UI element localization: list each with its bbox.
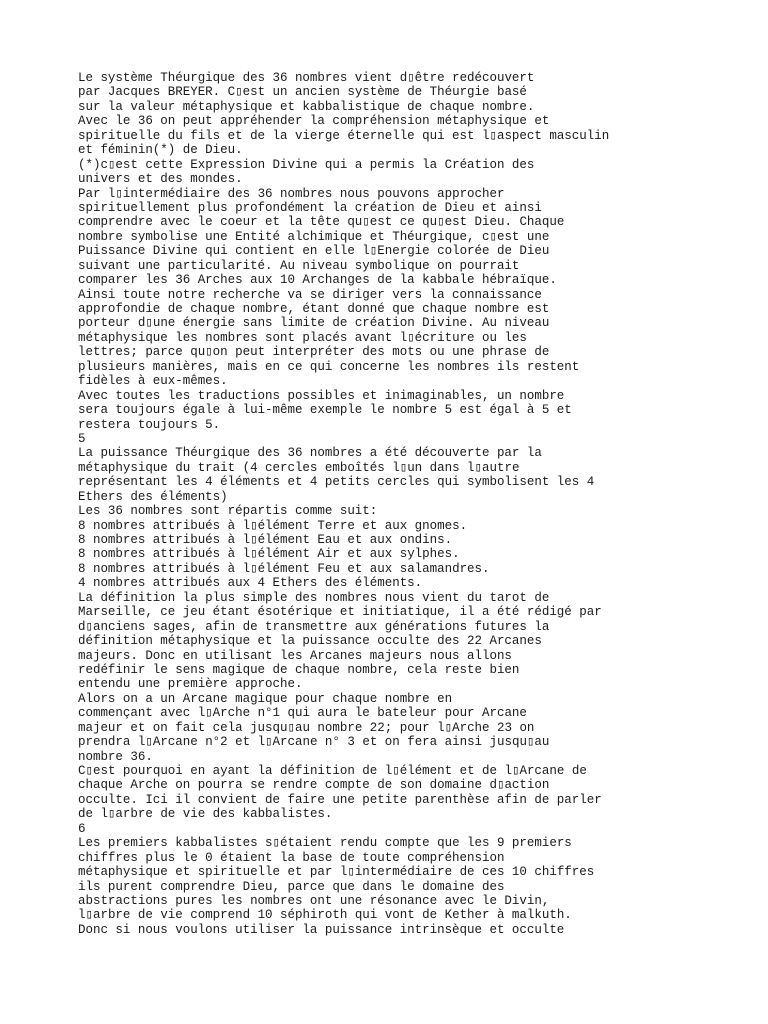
text-line: l▯arbre de vie comprend 10 séphiroth qui vont de Kether à malkuth.	[78, 908, 572, 923]
text-line: C▯est pourquoi en ayant la définition de l▯élément et de l▯Arcane de	[78, 764, 587, 778]
text-line: approfondie de chaque nombre, étant donné que chaque nombre est	[78, 302, 550, 316]
text-line: occulte. Ici il convient de faire une petite parenthèse afin de parler	[78, 792, 602, 807]
text-line: lettres; parce qu▯on peut interpréter des mots ou une phrase de	[78, 345, 550, 360]
text-line: plusieurs manières, mais en ce qui concerne les nombres ils restent	[78, 359, 580, 374]
text-line: La puissance Théurgique des 36 nombres a été découverte par la	[78, 446, 542, 461]
text-line: porteur d▯une énergie sans limite de création Divine. Au niveau	[78, 316, 550, 331]
text-line: Alors on a un Arcane magique pour chaque nombre en	[78, 691, 453, 706]
text-line: 5	[78, 431, 86, 446]
text-line: et féminin(*) de Dieu.	[78, 143, 243, 158]
text-line: commençant avec l▯Arche n°1 qui aura le bateleur pour Arcane	[78, 706, 527, 721]
text-line: majeur et on fait cela jusqu▯au nombre 22; pour l▯Arche 23 on	[78, 720, 535, 735]
text-line: métaphysique et spirituelle et par l▯intermédiaire de ces 10 chiffres	[78, 865, 595, 880]
text-line: par Jacques BREYER. C▯est un ancien système de Théurgie basé	[78, 85, 527, 100]
text-line: La définition la plus simple des nombres nous vient du tarot de	[78, 590, 550, 605]
text-line: majeurs. Donc en utilisant les Arcanes majeurs nous allons	[78, 648, 512, 663]
text-line: métaphysique du trait (4 cercles emboîtés l▯un dans l▯autre	[78, 460, 520, 475]
text-line: comprendre avec le coeur et la tête qu▯est ce qu▯est Dieu. Chaque	[78, 215, 565, 230]
text-line: 6	[78, 821, 86, 836]
text-line: 4 nombres attribués aux 4 Ethers des éléments.	[78, 576, 423, 591]
text-line: spirituellement plus profondément la création de Dieu et ainsi	[78, 200, 542, 215]
text-line: spirituelle du fils et de la vierge éternelle qui est l▯aspect masculin	[78, 128, 610, 143]
text-line: (*)c▯est cette Expression Divine qui a permis la Création des	[78, 157, 535, 172]
text-line: chaque Arche on pourra se rendre compte de son domaine d▯action	[78, 778, 550, 793]
text-line: Ainsi toute notre recherche va se diriger vers la connaissance	[78, 287, 542, 302]
text-line: restera toujours 5.	[78, 417, 221, 432]
text-line: prendra l▯Arcane n°2 et l▯Arcane n° 3 et on fera ainsi jusqu▯au	[78, 735, 550, 750]
text-line: 8 nombres attribués à l▯élément Terre et aux gnomes.	[78, 518, 468, 533]
text-line: comparer les 36 Arches aux 10 Archanges de la kabbale hébraïque.	[78, 273, 557, 288]
text-line: Par l▯intermédiaire des 36 nombres nous pouvons approcher	[78, 186, 505, 201]
text-line: Ethers des éléments)	[78, 489, 228, 504]
text-line: entendu une première approche.	[78, 677, 303, 692]
text-line: nombre symbolise une Entité alchimique et Théurgique, c▯est une	[78, 229, 550, 244]
text-line: Les premiers kabbalistes s▯étaient rendu compte que les 9 premiers	[78, 836, 572, 851]
text-line: Les 36 nombres sont répartis comme suit:	[78, 504, 378, 519]
text-line: fidèles à eux-mêmes.	[78, 374, 228, 389]
text-line: univers et des mondes.	[78, 172, 243, 187]
text-line: de l▯arbre de vie des kabbalistes.	[78, 807, 333, 822]
text-line: représentant les 4 éléments et 4 petits cercles qui symbolisent les 4	[78, 475, 595, 490]
text-line: définition métaphysique et la puissance occulte des 22 Arcanes	[78, 634, 542, 649]
text-line: sera toujours égale à lui-même exemple le nombre 5 est égal à 5 et	[78, 403, 572, 418]
text-line: abstractions pures les nombres ont une résonance avec le Divin,	[78, 893, 550, 908]
text-line: 8 nombres attribués à l▯élément Eau et aux ondins.	[78, 533, 453, 547]
text-line: Puissance Divine qui contient en elle l▯Energie colorée de Dieu	[78, 244, 550, 259]
text-line: ils purent comprendre Dieu, parce que dans le domaine des	[78, 879, 505, 894]
text-line: 8 nombres attribués à l▯élément Feu et aux salamandres.	[78, 561, 490, 576]
text-line: Avec toutes les traductions possibles et inimaginables, un nombre	[78, 388, 565, 403]
text-line: chiffres plus le 0 étaient la base de toute compréhension	[78, 850, 505, 865]
text-line: 8 nombres attribués à l▯élément Air et aux sylphes.	[78, 547, 460, 562]
document-page	[78, 71, 758, 937]
text-line: nombre 36.	[78, 749, 153, 764]
text-line: métaphysique les nombres sont placés avant l▯écriture ou les	[78, 330, 527, 345]
text-line: Avec le 36 on peut appréhender la compréhension métaphysique et	[78, 114, 550, 129]
text-line: Donc si nous voulons utiliser la puissance intrinsèque et occulte	[78, 922, 565, 937]
text-line: redéfinir le sens magique de chaque nombre, cela reste bien	[78, 662, 520, 677]
text-line: Marseille, ce jeu étant ésotérique et initiatique, il a été rédigé par	[78, 605, 602, 620]
text-line: d▯anciens sages, afin de transmettre aux générations futures la	[78, 619, 550, 634]
text-line: Le système Théurgique des 36 nombres vient d▯être redécouvert	[78, 71, 535, 85]
text-line: suivant une particularité. Au niveau symbolique on pourrait	[78, 258, 520, 273]
text-line: sur la valeur métaphysique et kabbalistique de chaque nombre.	[78, 99, 535, 114]
